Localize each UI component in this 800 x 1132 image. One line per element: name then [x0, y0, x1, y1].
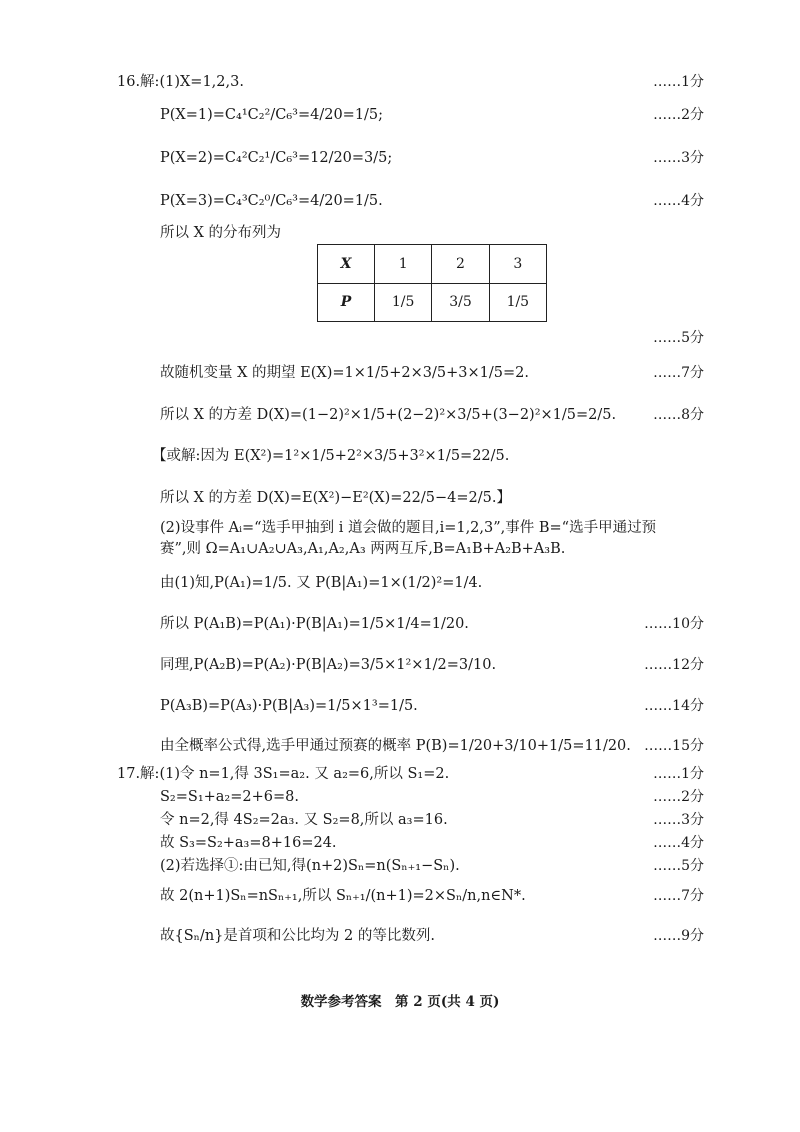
q17-line-1-text: 17.解:(1)令 n=1,得 3S₁=a₂. 又 a₂=6,所以 S₁=2.	[117, 766, 450, 782]
q17-line-4-score: ……4分	[653, 835, 704, 851]
q16-line-2-text: P(X=1)=C₄¹C₂²/C₆³=4/20=1/5;	[160, 107, 384, 123]
q16-line-16-text: P(A₃B)=P(A₃)·P(B|A₃)=1/5×1³=1/5.	[160, 698, 418, 714]
q16-line-5	[0, 221, 800, 245]
q16-line-10	[0, 486, 800, 510]
q17-line-3-score: ……3分	[653, 812, 704, 828]
q16-line-10-text: 所以 X 的方差 D(X)=E(X²)−E²(X)=22/5−4=2/5.】	[160, 490, 511, 506]
q17-line-2-text: S₂=S₁+a₂=2+6=8.	[160, 789, 299, 805]
q16-line-7-text: 故随机变量 X 的期望 E(X)=1×1/5+2×3/5+3×1/5=2.	[160, 365, 529, 381]
q16-line-1-text: 16.解:(1)X=1,2,3.	[117, 74, 244, 90]
q16-line-5-text: 所以 X 的分布列为	[160, 225, 282, 241]
q17-line-4-text: 故 S₃=S₂+a₃=8+16=24.	[160, 835, 337, 851]
table-cell-p-3: 1/5	[489, 283, 546, 322]
table-cell-x-label: X	[318, 245, 375, 284]
table-cell-p-2: 3/5	[432, 283, 489, 322]
q16-line-15-text: 同理,P(A₂B)=P(A₂)·P(B|A₂)=3/5×1²×1/2=3/10.	[160, 657, 497, 673]
q16-line-4-text: P(X=3)=C₄³C₂⁰/C₆³=4/20=1/5.	[160, 193, 383, 209]
q16-line-4	[0, 189, 800, 213]
q16-line-7	[0, 361, 800, 385]
q16-line-7-score: ……7分	[653, 365, 704, 381]
q16-line-16	[0, 694, 800, 718]
q16-line-6-score: ……5分	[653, 330, 704, 346]
q16-line-3-text: P(X=2)=C₄²C₂¹/C₆³=12/20=3/5;	[160, 150, 393, 166]
q16-line-17-score: ……15分	[644, 738, 704, 754]
q16-line-15	[0, 653, 800, 677]
q17-line-2	[0, 785, 800, 809]
distribution-table	[317, 244, 547, 322]
table-cell-x-2: 2	[432, 245, 489, 284]
table-cell-x-3: 3	[489, 245, 546, 284]
q16-line-3	[0, 146, 800, 170]
q16-line-9-text: 【或解:因为 E(X²)=1²×1/5+2²×3/5+3²×1/5=22/5.	[152, 448, 510, 464]
q17-line-6	[0, 884, 800, 908]
q16-line-8	[0, 403, 800, 427]
q17-line-3-text: 令 n=2,得 4S₂=2a₃. 又 S₂=8,所以 a₃=16.	[160, 812, 448, 828]
q16-line-2	[0, 103, 800, 127]
q17-line-5	[0, 854, 800, 878]
q16-line-17-text: 由全概率公式得,选手甲通过预赛的概率 P(B)=1/20+3/10+1/5=11/20.	[160, 738, 631, 754]
q16-line-15-score: ……12分	[644, 657, 704, 673]
q17-line-7	[0, 924, 800, 948]
q17-line-4	[0, 831, 800, 855]
q16-line-11-text: (2)设事件 Aᵢ=“选手甲抽到 i 道会做的题目,i=1,2,3”,事件 B=“选手甲通过预	[160, 520, 657, 536]
q17-line-6-text: 故 2(n+1)Sₙ=nSₙ₊₁,所以 Sₙ₊₁/(n+1)=2×Sₙ/n,n∈N*.	[160, 888, 526, 904]
q16-line-8-text: 所以 X 的方差 D(X)=(1−2)²×1/5+(2−2)²×3/5+(3−2)²×1/5=2/5.	[160, 407, 617, 423]
q17-line-1-score: ……1分	[653, 766, 704, 782]
q16-line-8-score: ……8分	[653, 407, 704, 423]
q16-line-12-text: 赛”,则 Ω=A₁∪A₂∪A₃,A₁,A₂,A₃ 两两互斥,B=A₁B+A₂B+A₃B.	[160, 541, 566, 557]
table-cell-p-1: 1/5	[375, 283, 432, 322]
q17-line-2-score: ……2分	[653, 789, 704, 805]
q16-line-13-text: 由(1)知,P(A₁)=1/5. 又 P(B|A₁)=1×(1/2)²=1/4.	[160, 575, 483, 591]
q16-line-12	[0, 537, 800, 561]
q17-line-6-score: ……7分	[653, 888, 704, 904]
q17-line-3	[0, 808, 800, 832]
page-footer: 数学参考答案 第 2 页(共 4 页)	[300, 994, 500, 1010]
q16-line-14	[0, 612, 800, 636]
q16-line-4-score: ……4分	[653, 193, 704, 209]
q17-line-7-text: 故{Sₙ/n}是首项和公比均为 2 的等比数列.	[160, 928, 435, 944]
q16-line-14-score: ……10分	[644, 616, 704, 632]
distribution-table-prob-row	[318, 283, 547, 322]
q17-line-7-score: ……9分	[653, 928, 704, 944]
q16-line-9	[0, 444, 800, 468]
q16-line-13	[0, 571, 800, 595]
table-cell-p-label: P	[318, 283, 375, 322]
q17-line-5-text: (2)若选择①:由已知,得(n+2)Sₙ=n(Sₙ₊₁−Sₙ).	[160, 858, 460, 874]
q16-line-1	[0, 70, 800, 94]
q16-line-6	[0, 326, 800, 350]
q16-line-16-score: ……14分	[644, 698, 704, 714]
q16-line-2-score: ……2分	[653, 107, 704, 123]
q16-line-14-text: 所以 P(A₁B)=P(A₁)·P(B|A₁)=1/5×1/4=1/20.	[160, 616, 469, 632]
distribution-table-header-row	[318, 245, 547, 284]
table-cell-x-1: 1	[375, 245, 432, 284]
q16-line-17	[0, 734, 800, 758]
q17-line-1	[0, 762, 800, 786]
q17-line-5-score: ……5分	[653, 858, 704, 874]
q16-line-3-score: ……3分	[653, 150, 704, 166]
q16-line-1-score: ……1分	[653, 74, 704, 90]
